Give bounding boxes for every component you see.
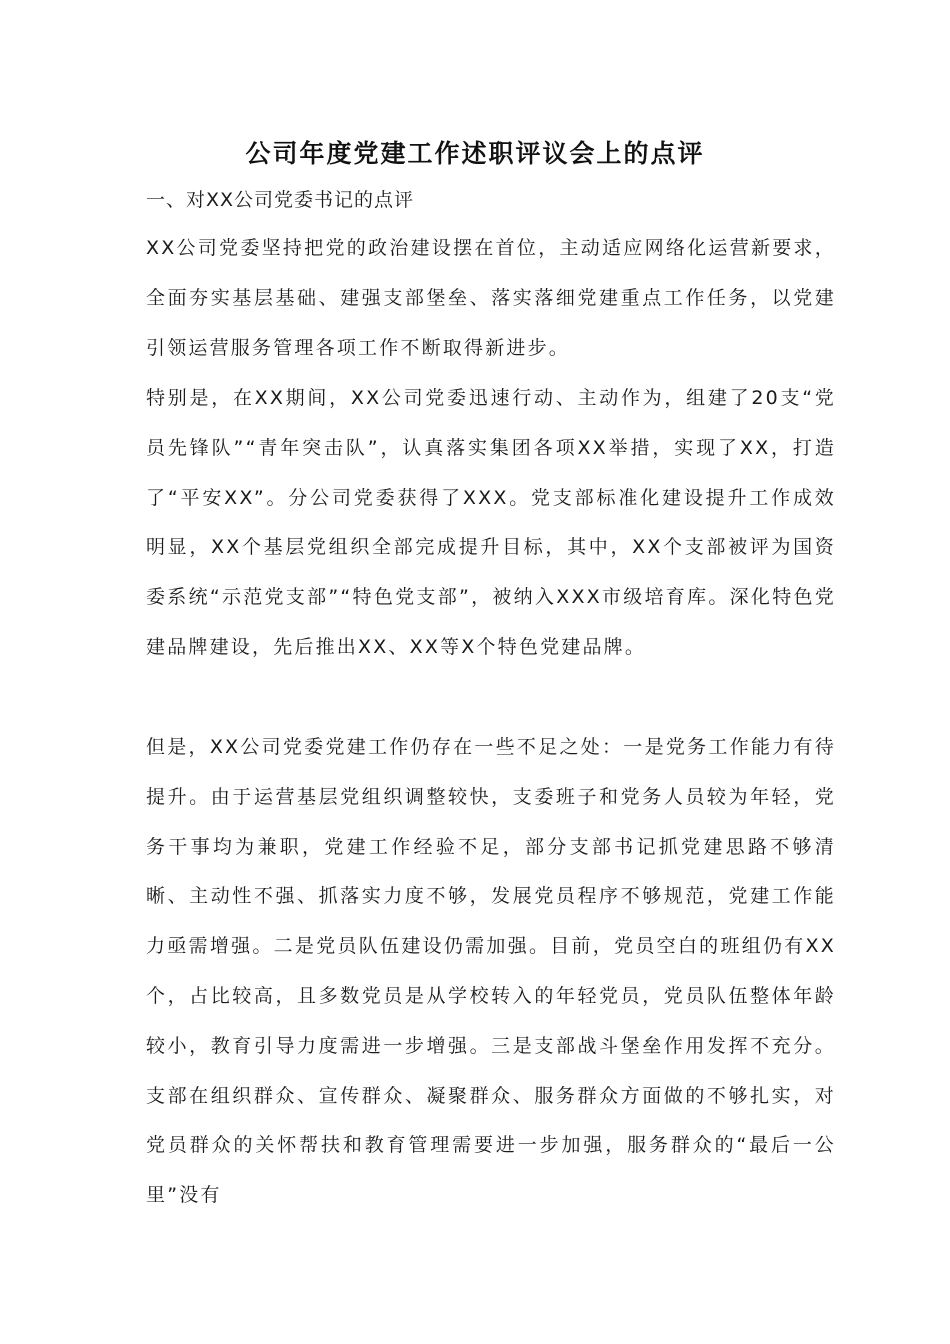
paragraph-3: 但是，XX公司党委党建工作仍存在一些不足之处：一是党务工作能力有待提升。由于运营基层党组织调整较快，支委班子和党务人员较为年轻，党务干事均为兼职，党建工作经验不足，部分支部书记抓党建思路不够清晰、主动性不强、抓落实力度不够，发展党员程序不够规范，党建工作能力亟需增强。二是党员队伍建设仍需加强。目前，党员空白的班组仍有XX个，占比较高，且多数党员是从学校转入的年轻党员，党员队伍整体年龄较小，教育引导力度需进一步增强。三是支部战斗堡垒作用发挥不充分。支部在组织群众、宣传群众、凝聚群众、服务群众方面做的不够扎实，对党员群众的关怀帮扶和教育管理需要进一步加强，服务群众的“最后一公里”没有 [146,736,836,1207]
paragraph-1: XX公司党委坚持把党的政治建设摆在首位，主动适应网络化运营新要求，全面夯实基层基础、建强支部堡垒、落实落细党建重点工作任务，以党建引领运营服务管理各项工作不断取得新进步。 [146,237,836,359]
document-title: 公司年度党建工作述职评议会上的点评 [245,139,705,168]
paragraph-2: 特别是，在XX期间，XX公司党委迅速行动、主动作为，组建了20支“党员先锋队”“青年突击队”，认真落实集团各项XX举措，实现了XX，打造了“平安XX”。分公司党委获得了XXX。党支部标准化建设提升工作成效明显，XX个基层党组织全部完成提升目标，其中，XX个支部被评为国资委系统“示范党支部”“特色党支部”，被纳入XXX市级培育库。深化特色党建品牌建设，先后推出XX、XX等X个特色党建品牌。 [146,387,836,658]
section-heading: 一、对XX公司党委书记的点评 [146,189,415,211]
